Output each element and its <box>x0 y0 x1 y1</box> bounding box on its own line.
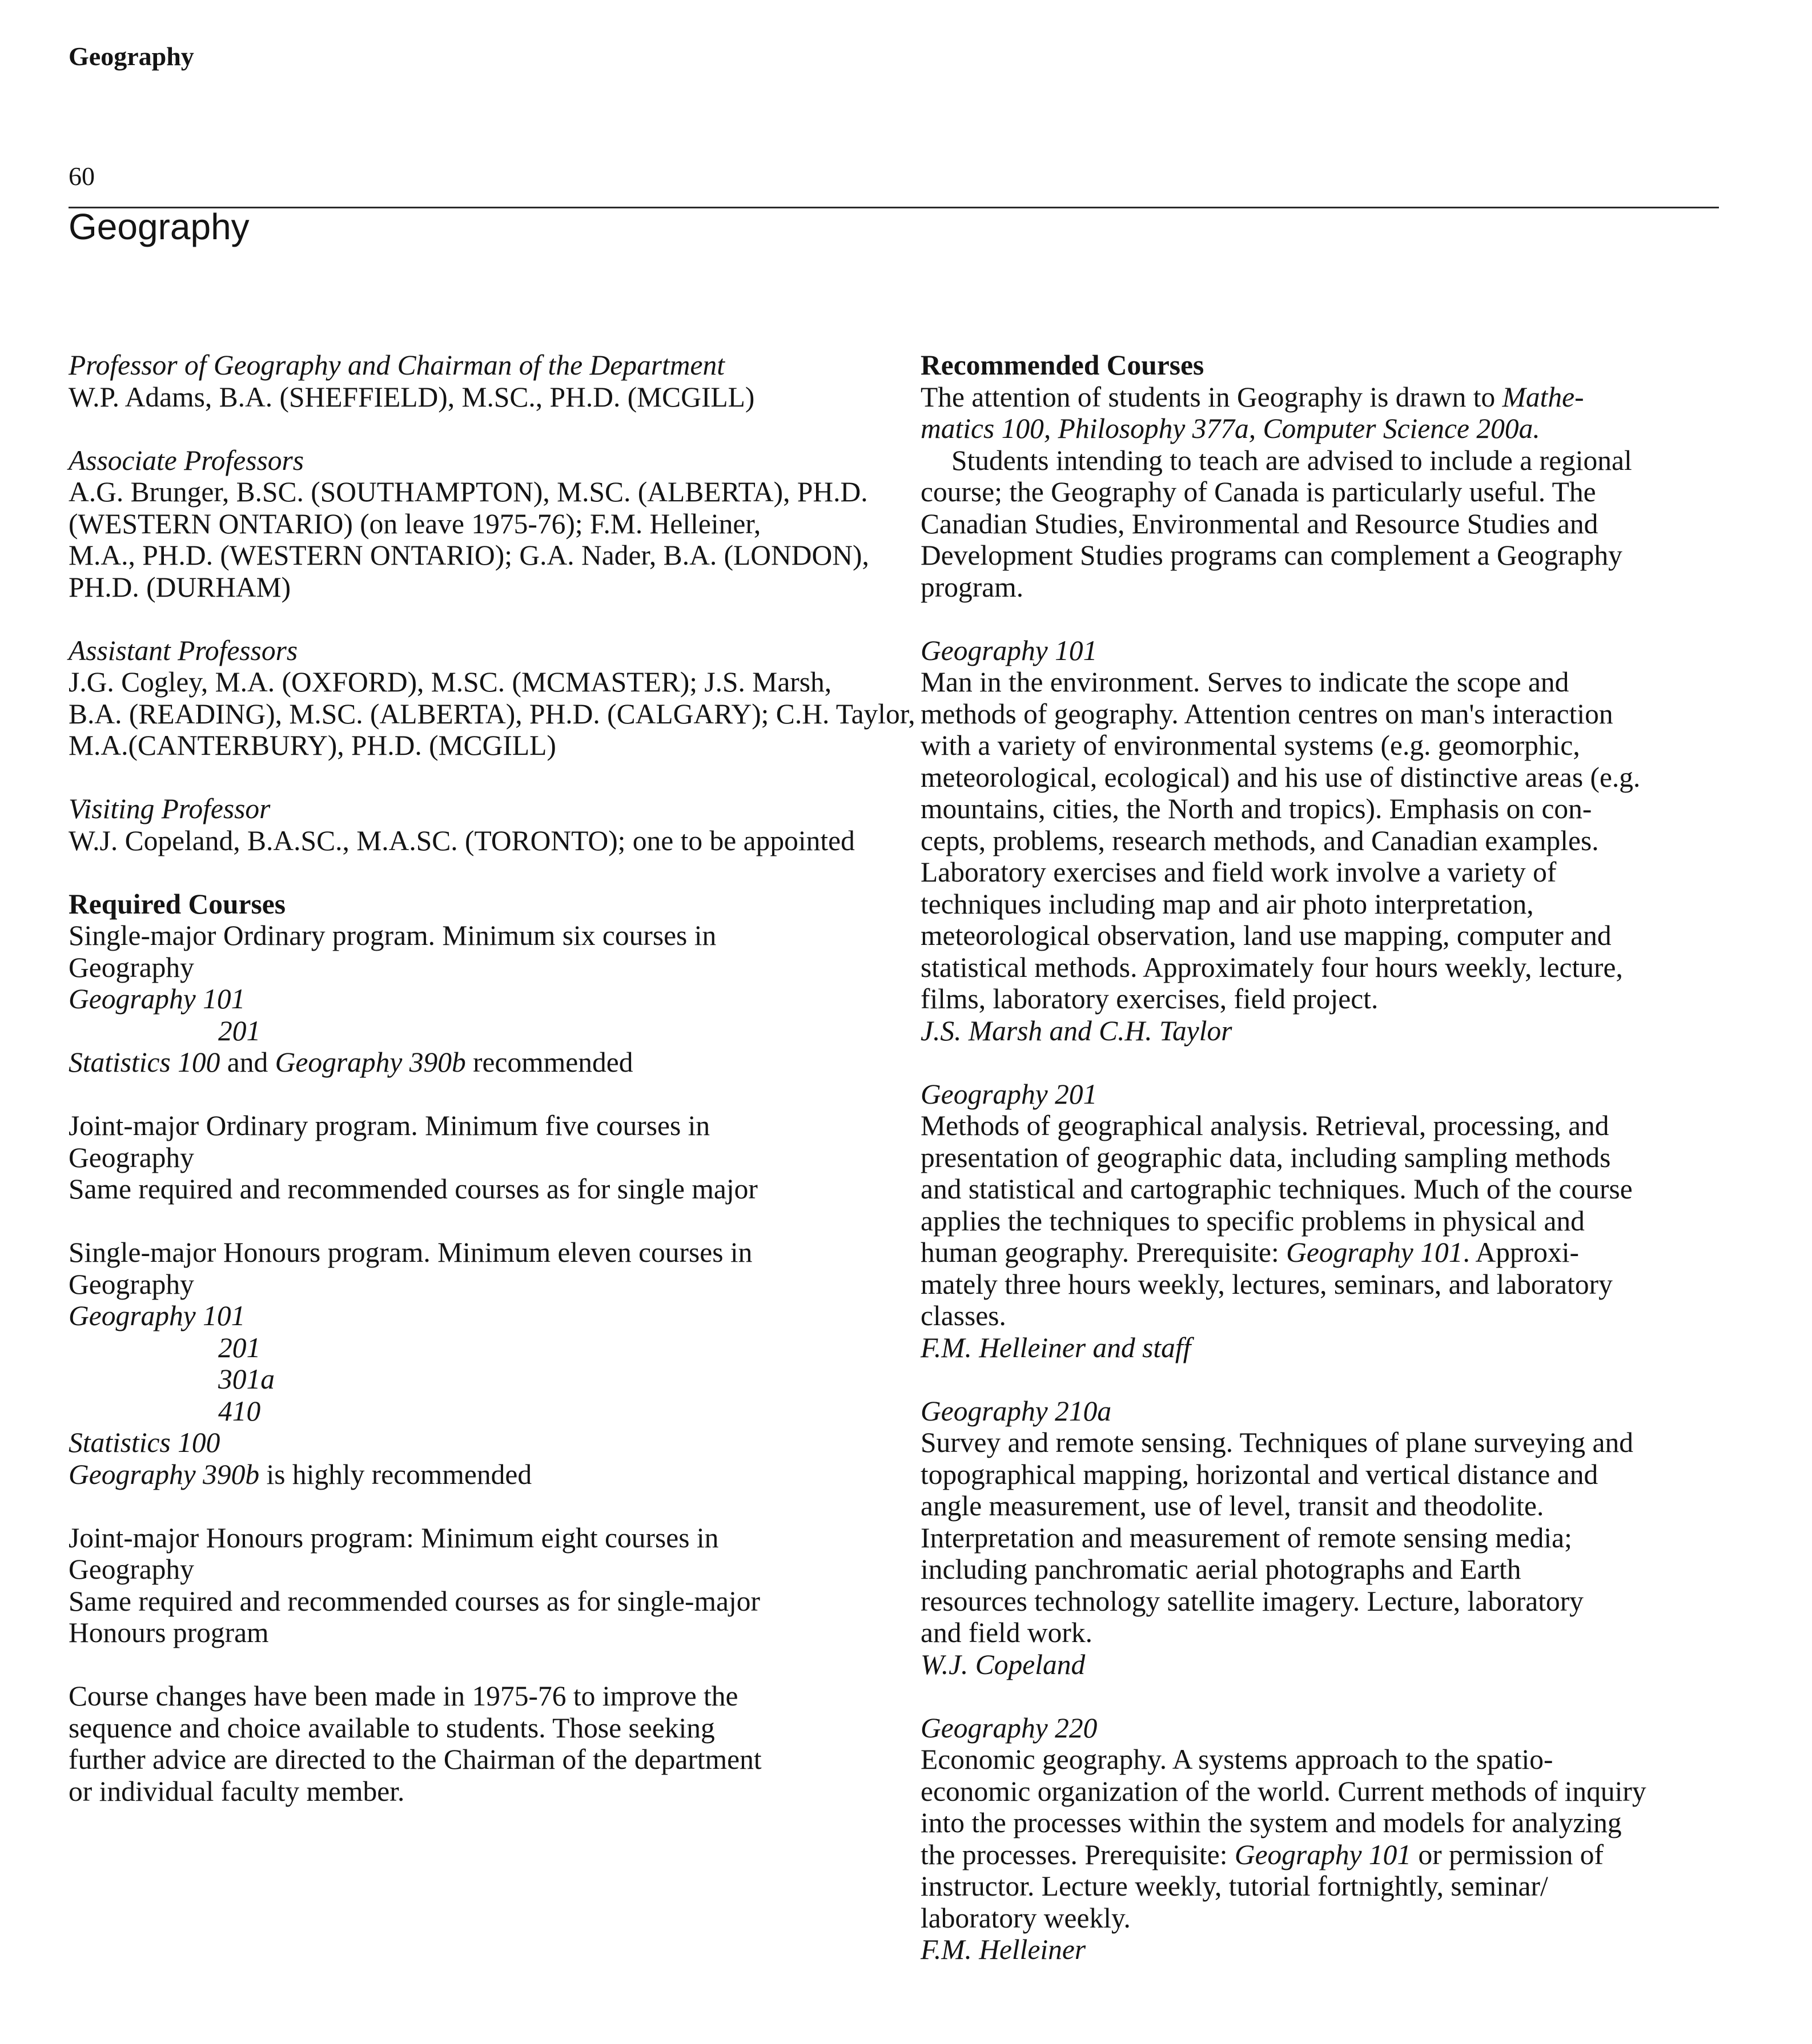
course-description-line: instructor. Lecture weekly, tutorial fortnightly, seminar/ <box>921 1870 1548 1902</box>
course-description-line: with a variety of environmental systems (e.g. geomorphic, <box>921 730 1580 761</box>
right-column <box>921 349 1749 1966</box>
course-changes-line: Course changes have been made in 1975-76 to improve the <box>69 1680 738 1712</box>
course-description-line: applies the techniques to specific problems in physical and <box>921 1205 1585 1237</box>
course-code: 201 <box>218 1015 261 1047</box>
recommended-courses-heading: Recommended Courses <box>921 349 1204 381</box>
course-description-line: meteorological, ecological) and his use of distinctive areas (e.g. <box>921 761 1641 793</box>
course-instructors: F.M. Helleiner <box>921 1934 1086 1965</box>
course-description-line: Interpretation and measurement of remote sensing media; <box>921 1522 1572 1554</box>
joint-honours-section <box>69 1522 879 1649</box>
course-code: 410 <box>218 1395 261 1427</box>
course-code: Mathe- <box>1502 381 1584 413</box>
course-code: Statistics 100 <box>69 1427 220 1458</box>
visiting-title: Visiting Professor <box>69 793 271 824</box>
required-courses-heading: Required Courses <box>69 888 286 920</box>
course-code: Geography 390b <box>275 1047 466 1078</box>
course-code: Geography 101 <box>69 983 246 1015</box>
recommendation-text: recommended <box>465 1047 633 1078</box>
course-description-line: Survey and remote sensing. Techniques of plane surveying and <box>921 1427 1633 1458</box>
course-code: Geography 101 <box>1286 1237 1463 1268</box>
course-description-line: techniques including map and air photo interpretation, <box>921 888 1534 920</box>
course-description-line: economic organization of the world. Current methods of inquiry <box>921 1775 1646 1807</box>
joint-honours-line: Geography <box>69 1554 194 1585</box>
course-geography-201 <box>921 1079 1749 1364</box>
single-ordinary-recommendation <box>69 1047 879 1079</box>
prerequisite-text: the processes. Prerequisite: <box>921 1838 1235 1870</box>
connector-text: and <box>220 1047 275 1078</box>
course-title: Geography 220 <box>921 1712 1098 1744</box>
course-description-line: laboratory weekly. <box>921 1902 1131 1934</box>
course-description-line: and statistical and cartographic techniques. Much of the course <box>921 1173 1633 1205</box>
recommended-line: course; the Geography of Canada is particularly useful. The <box>921 476 1596 508</box>
recommended-line: Students intending to teach are advised to include a regional <box>951 444 1632 476</box>
course-description-line: classes. <box>921 1300 1006 1331</box>
course-geography-210a <box>921 1395 1749 1681</box>
single-ordinary-line: Geography <box>69 951 194 983</box>
course-changes-line: sequence and choice available to students. Those seeking <box>69 1712 715 1744</box>
course-description-line: resources technology satellite imagery. Lecture, laboratory <box>921 1585 1584 1617</box>
required-courses-section <box>69 888 879 1079</box>
chair-title: Professor of Geography and Chairman of the Department <box>69 349 725 381</box>
associate-line: (WESTERN ONTARIO) (on leave 1975-76); F.M. Helleiner, <box>69 508 761 540</box>
joint-ordinary-line: Geography <box>69 1141 194 1173</box>
joint-ordinary-line: Joint-major Ordinary program. Minimum five courses in <box>69 1110 710 1141</box>
course-description-line: cepts, problems, research methods, and Canadian examples. <box>921 824 1599 856</box>
course-changes-line: or individual faculty member. <box>69 1775 405 1807</box>
associate-section <box>69 445 879 603</box>
course-code: 201 <box>218 1331 261 1363</box>
course-instructors: F.M. Helleiner and staff <box>921 1331 1191 1363</box>
assistant-line: B.A. (READING), M.SC. (ALBERTA), PH.D. (CALGARY); C.H. Taylor, <box>69 698 915 730</box>
associate-line: M.A., PH.D. (WESTERN ONTARIO); G.A. Nader, B.A. (LONDON), <box>69 540 869 571</box>
page-number: 60 <box>69 162 95 191</box>
visiting-name: W.J. Copeland, B.A.SC., M.A.SC. (TORONTO); one to be appointed <box>69 824 855 856</box>
associate-line: A.G. Brunger, B.SC. (SOUTHAMPTON), M.SC. (ALBERTA), PH.D. <box>69 476 868 508</box>
assistant-section <box>69 634 915 762</box>
prerequisite-tail: . Approxi- <box>1463 1237 1579 1268</box>
assistant-title: Assistant Professors <box>69 634 298 666</box>
course-prerequisite-line <box>921 1839 1749 1871</box>
course-description-line: Economic geography. A systems approach to the spatio- <box>921 1744 1553 1775</box>
associate-title: Associate Professors <box>69 444 304 476</box>
single-honours-line: Single-major Honours program. Minimum eleven courses in <box>69 1237 753 1268</box>
course-description-line: meteorological observation, land use mapping, computer and <box>921 920 1612 951</box>
associate-line: PH.D. (DURHAM) <box>69 571 291 603</box>
course-changes-line: further advice are directed to the Chairman of the department <box>69 1744 762 1775</box>
recommended-line: Development Studies programs can complement a Geography <box>921 540 1622 571</box>
recommended-courses-list: matics 100, Philosophy 377a, Computer Science 200a. <box>921 413 1540 444</box>
assistant-line: M.A.(CANTERBURY), PH.D. (MCGILL) <box>69 730 556 761</box>
course-prerequisite-line <box>921 1237 1749 1269</box>
single-honours-recommendation <box>69 1459 879 1491</box>
course-code: Geography 101 <box>69 1300 246 1331</box>
chair-section <box>69 349 879 413</box>
course-code: Statistics 100 <box>69 1047 220 1078</box>
course-description-line: topographical mapping, horizontal and vertical distance and <box>921 1458 1598 1490</box>
course-description-line: presentation of geographic data, including sampling methods <box>921 1141 1611 1173</box>
course-description-line: methods of geography. Attention centres on man's interaction <box>921 698 1613 730</box>
course-code: Geography 101 <box>1234 1838 1412 1870</box>
left-column <box>69 349 915 1807</box>
course-description-line: angle measurement, use of level, transit and theodolite. <box>921 1490 1544 1522</box>
joint-ordinary-section <box>69 1110 879 1205</box>
course-description-line: films, laboratory exercises, field project. <box>921 983 1379 1015</box>
single-honours-line: Geography <box>69 1268 194 1300</box>
recommended-line: program. <box>921 571 1024 603</box>
course-geography-101 <box>921 635 1749 1047</box>
single-honours-section <box>69 1237 879 1490</box>
course-changes-section <box>69 1680 879 1807</box>
course-title: Geography 101 <box>921 634 1098 666</box>
course-description-line: Man in the environment. Serves to indicate the scope and <box>921 666 1569 698</box>
running-head: Geography <box>69 42 194 71</box>
visiting-section <box>69 793 879 856</box>
joint-honours-line: Joint-major Honours program: Minimum eight courses in <box>69 1522 719 1554</box>
course-description-line: statistical methods. Approximately four hours weekly, lecture, <box>921 951 1623 983</box>
recommended-line <box>921 381 1749 413</box>
course-title: Geography 210a <box>921 1395 1112 1427</box>
course-description-line: Laboratory exercises and field work involve a variety of <box>921 856 1557 888</box>
joint-honours-line: Same required and recommended courses as for single-major <box>69 1585 760 1617</box>
chapter-title: Geography <box>69 206 250 247</box>
course-code: 301a <box>218 1363 275 1395</box>
course-description-line: including panchromatic aerial photographs and Earth <box>921 1554 1521 1585</box>
course-title: Geography 201 <box>921 1078 1098 1110</box>
course-code: Geography 390b <box>69 1458 260 1490</box>
course-description-line: Methods of geographical analysis. Retrieval, processing, and <box>921 1110 1609 1141</box>
recommendation-text: is highly recommended <box>259 1458 532 1490</box>
joint-honours-line: Honours program <box>69 1617 269 1648</box>
recommended-text: The attention of students in Geography is drawn to <box>921 381 1502 413</box>
prerequisite-text: human geography. Prerequisite: <box>921 1237 1287 1268</box>
joint-ordinary-line: Same required and recommended courses as for single major <box>69 1173 758 1205</box>
course-description-line: mately three hours weekly, lectures, seminars, and laboratory <box>921 1268 1613 1300</box>
prerequisite-tail: or permission of <box>1411 1838 1604 1870</box>
course-description-line: into the processes within the system and models for analyzing <box>921 1807 1622 1838</box>
title-rule <box>69 207 1719 208</box>
recommended-courses-section <box>921 349 1749 603</box>
single-ordinary-line: Single-major Ordinary program. Minimum six courses in <box>69 920 717 951</box>
assistant-line: J.G. Cogley, M.A. (OXFORD), M.SC. (MCMASTER); J.S. Marsh, <box>69 666 832 698</box>
course-instructors: J.S. Marsh and C.H. Taylor <box>921 1015 1232 1047</box>
course-geography-220 <box>921 1712 1749 1966</box>
chair-name: W.P. Adams, B.A. (SHEFFIELD), M.SC., PH.D. (MCGILL) <box>69 381 755 413</box>
recommended-line: Canadian Studies, Environmental and Resource Studies and <box>921 508 1598 540</box>
course-description-line: and field work. <box>921 1617 1093 1648</box>
course-description-line: mountains, cities, the North and tropics). Emphasis on con- <box>921 793 1592 824</box>
course-instructors: W.J. Copeland <box>921 1648 1086 1680</box>
